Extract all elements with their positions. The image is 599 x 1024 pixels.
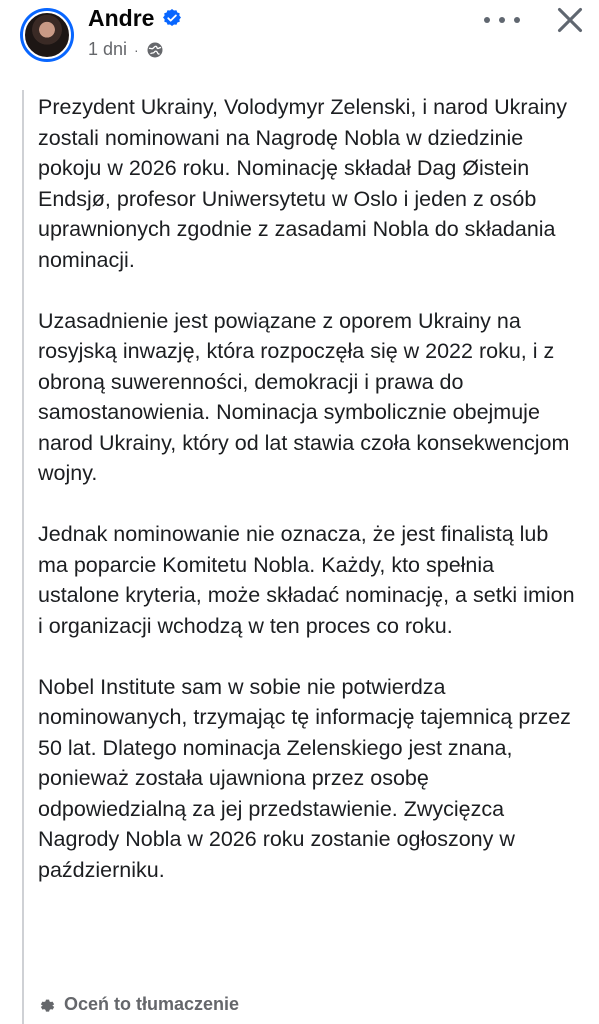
post-paragraph: Prezydent Ukrainy, Volodymyr Zelenski, i narod Ukrainy zostali nominowani na Nagrodę Nobla w dziedzinie pokoju w 2026 roku. Nominację składał Dag Øistein Endsjø, profesor Uniwersytetu w Oslo i jeden z osób uprawnionych zgodnie z zasadami Nobla do składania nominacji. [38, 95, 567, 272]
post-meta [88, 39, 164, 60]
close-icon[interactable] [556, 6, 584, 34]
more-options-dot [499, 17, 505, 23]
more-options-button[interactable] [484, 12, 520, 28]
verified-badge-icon [163, 9, 181, 27]
meta-separator: · [134, 41, 139, 58]
post-text [38, 92, 578, 916]
rate-translation-label: Oceń to tłumaczenie [64, 994, 240, 1014]
avatar-photo [23, 11, 71, 59]
globe-icon [146, 41, 164, 59]
avatar[interactable] [20, 8, 74, 62]
gear-icon [38, 996, 56, 1014]
rate-translation-link[interactable] [38, 994, 239, 1015]
post-time[interactable]: 1 dni [88, 39, 128, 59]
more-options-icon [484, 17, 490, 23]
more-options-dot [514, 17, 520, 23]
thread-rule [22, 90, 24, 1024]
author-name[interactable]: Andre [88, 5, 155, 31]
post-header [0, 0, 599, 80]
post-paragraph: Uzasadnienie jest powiązane z oporem Ukrainy na rosyjską inwazję, która rozpoczęła się w 2022 roku, i z obroną suwerenności, demokracji i prawa do samostanowienia. Nominacja symbolicznie obejmuje narod Ukrainy, który od lat stawia czoła konsekwencjom wojny. [38, 308, 570, 485]
post-paragraph: Nobel Institute sam w sobie nie potwierdza nominowanych, trzymając tę informację tajemnicą przez 50 lat. Dlatego nominacja Zelenskiego jest znana, ponieważ została ujawniona przez osobę odpowiedzialną za jej przedstawienie. Zwycięzca Nagrody Nobla w 2026 roku zostanie ogłoszony w październiku. [38, 674, 571, 882]
post-paragraph: Jednak nominowanie nie oznacza, że jest finalistą lub ma poparcie Komitetu Nobla. Każdy, kto spełnia ustalone kryteria, może składać nominację, a setki imion i organizacji wchodzą w ten proces co roku. [38, 522, 575, 638]
